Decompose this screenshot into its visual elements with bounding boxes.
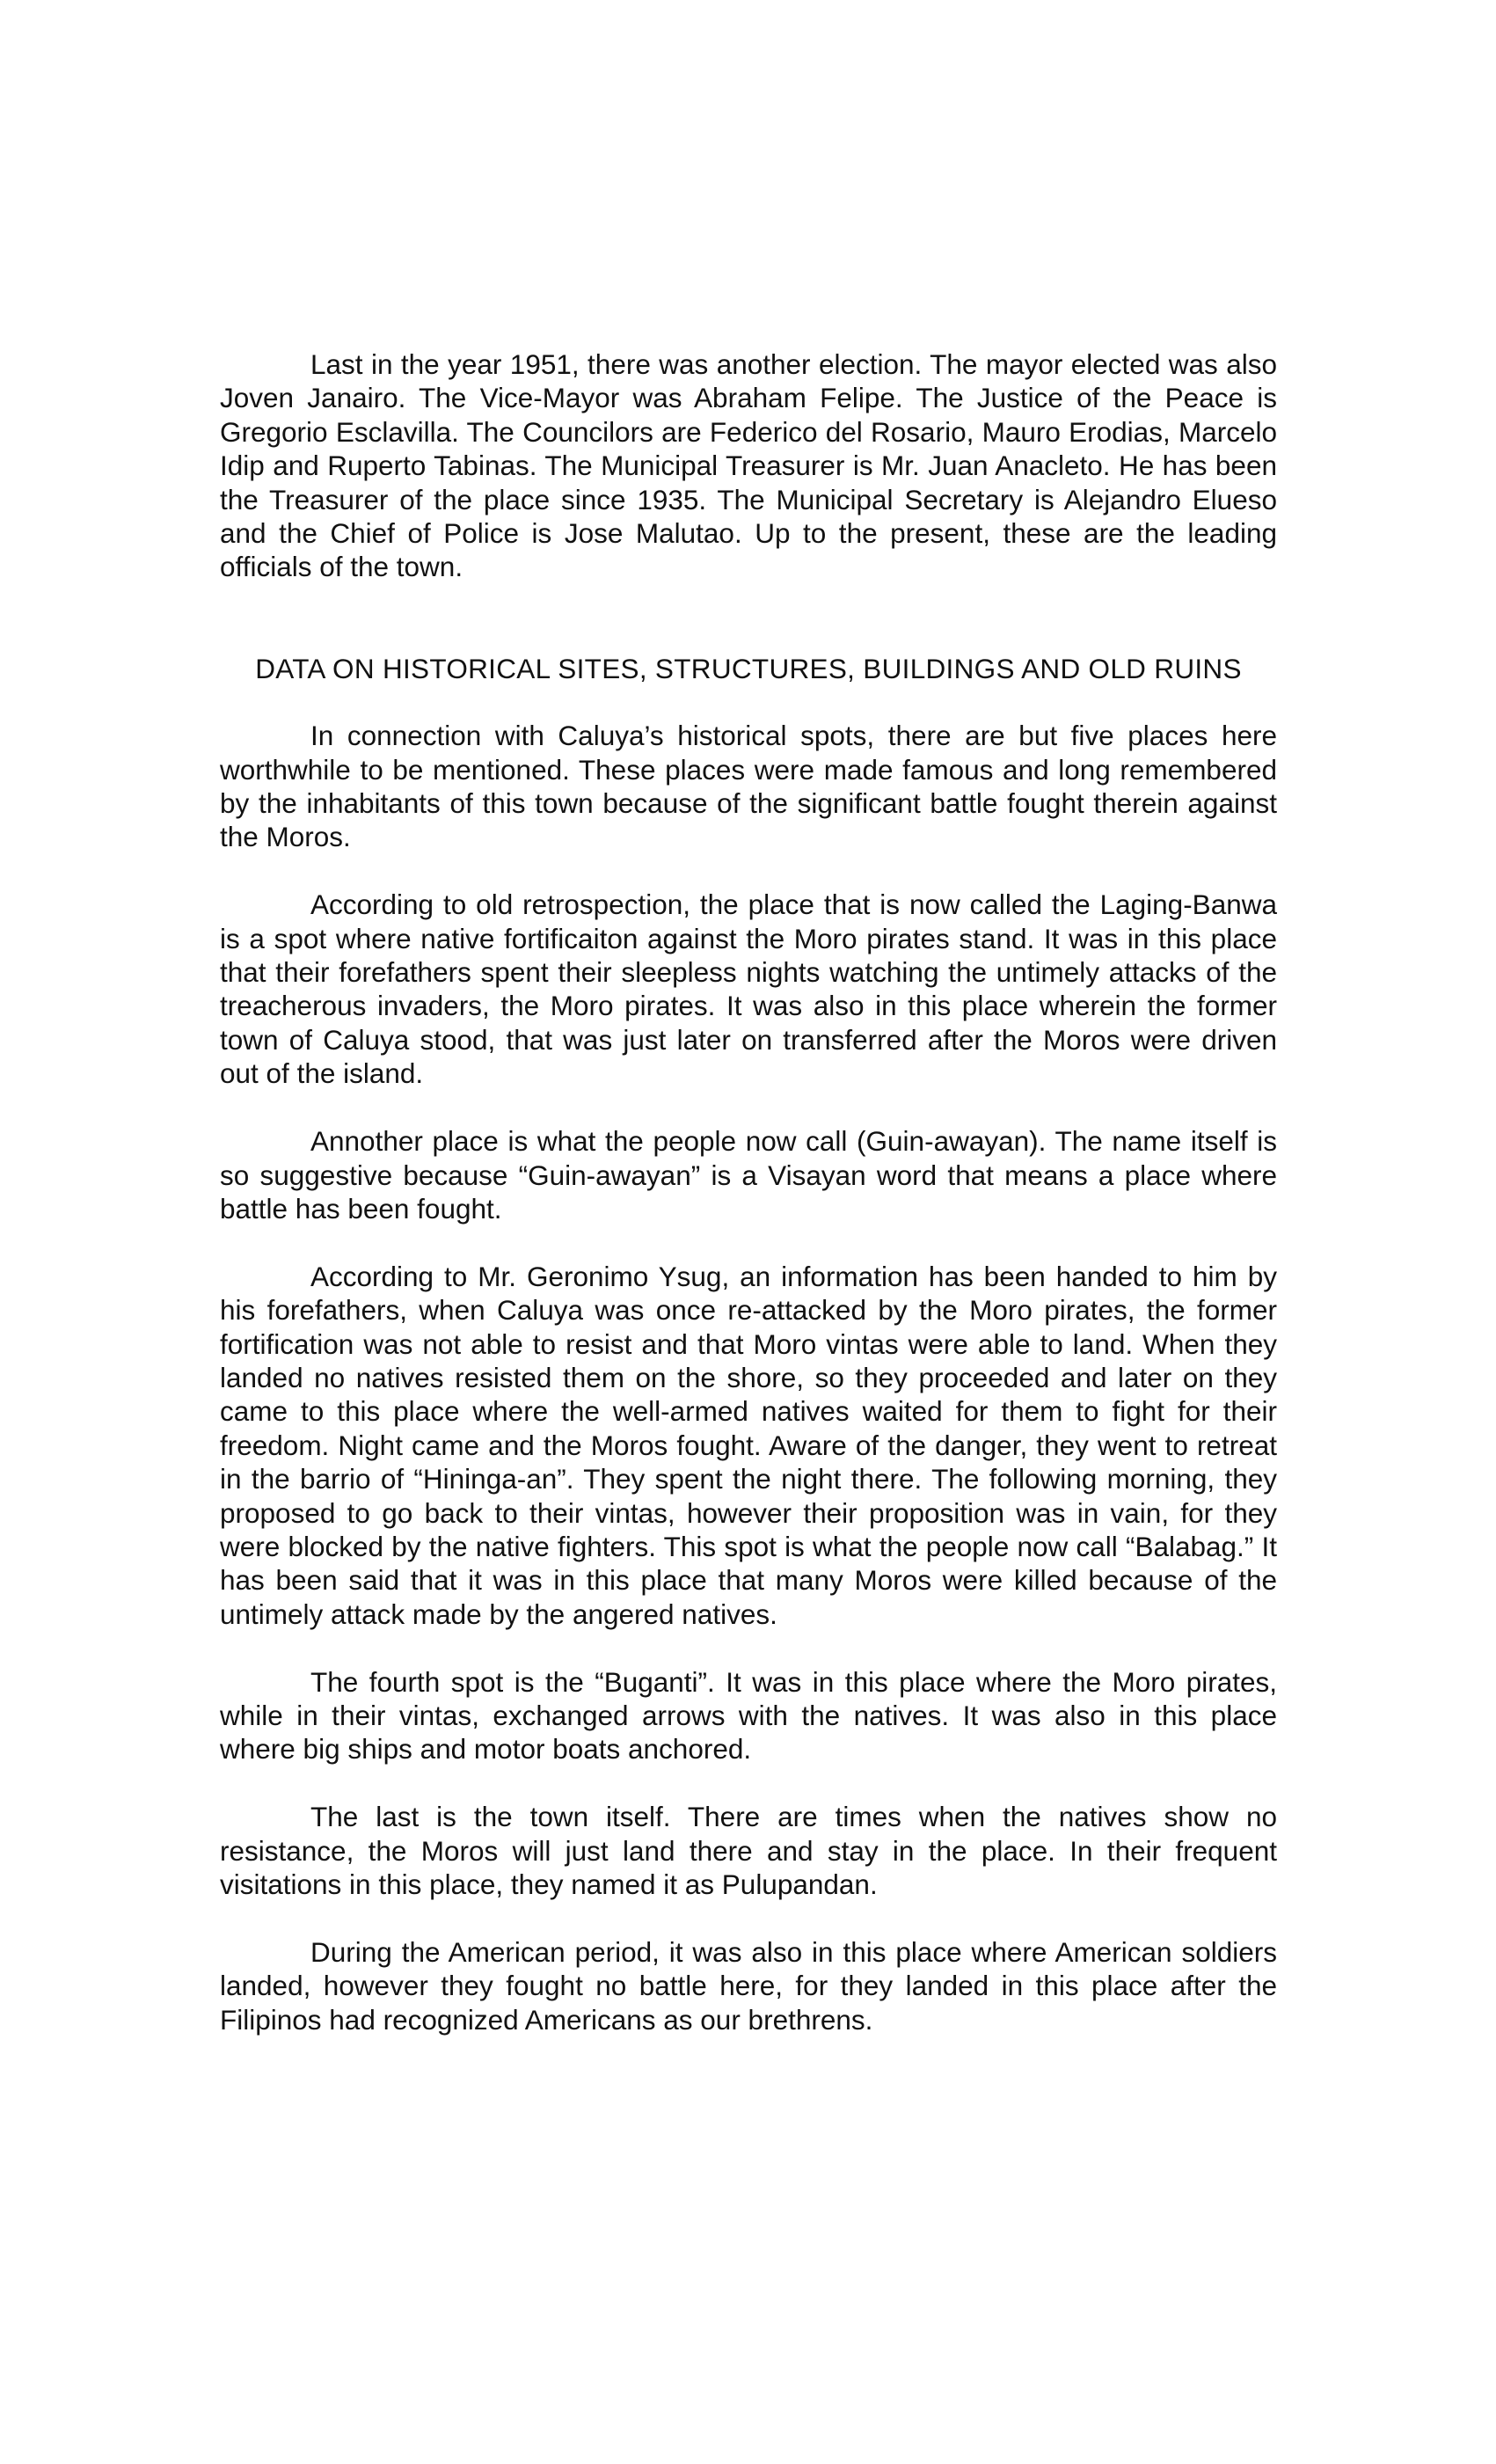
paragraph-guin-awayan: Annother place is what the people now call (Guin-awayan). The name itself is so suggestive because “Guin-awayan” is a Visayan word that means a place where battle has been fought. (220, 1125, 1277, 1225)
spacer (220, 685, 1277, 719)
paragraph-election-1951: Last in the year 1951, there was another election. The mayor elected was also Joven Janairo. The Vice-Mayor was Abraham Felipe. The Justice of the Peace is Gregorio Esclavilla. The Councilors are Federico del Rosario, Mauro Erodias, Marcelo Idip and Ruperto Tabinas. The Municipal Treasurer is Mr. Juan Anacleto. He has been the Treasurer of the place since 1935. The Municipal Secretary is Alejandro Elueso and the Chief of Police is Jose Malutao. Up to the present, these are the leading officials of the town. (220, 348, 1277, 583)
paragraph-buganti: The fourth spot is the “Buganti”. It was in this place where the Moro pirates, while in their vintas, exchanged arrows with the natives. It was also in this place where big ships and motor boats anchored. (220, 1665, 1277, 1766)
spacer (220, 1901, 1277, 1934)
spacer (220, 584, 1277, 652)
spacer (220, 1766, 1277, 1800)
paragraph-pulupandan: The last is the town itself. There are times when the natives show no resistance, the Moros will just land there and stay in the place. In their frequent visitations in this place, they named it as Pulupandan. (220, 1801, 1277, 1900)
section-heading: DATA ON HISTORICAL SITES, STRUCTURES, BUILDINGS AND OLD RUINS (255, 652, 1242, 684)
spacer (220, 1091, 1277, 1124)
spacer (220, 1631, 1277, 1664)
paragraph-balabag: According to Mr. Geronimo Ysug, an information has been handed to him by his forefathers, when Caluya was once re-attacked by the Moro pirates, the former fortification was not able to resist and that Moro vintas were able to land. When they landed no natives resisted them on the shore, so they proceeded and later on they came to this place where the well-armed natives waited for them to fight for their freedom. Night came and the Moros fought. Aware of the danger, they went to retreat in the barrio of “Hininga-an”. They spent the night there. The following morning, they proposed to go back to their vintas, however their proposition was in vain, for they were blocked by the native fighters. This spot is what the people now call “Balabag.” It has been said that it was in this place that many Moros were killed because of the untimely attack made by the angered natives. (220, 1260, 1277, 1630)
paragraph-american-period: During the American period, it was also in this place where American soldiers landed, however they fought no battle here, for they landed in this place after the Filipinos had recognized Americans as our brethrens. (220, 1935, 1277, 2036)
spacer (220, 854, 1277, 888)
document-body (220, 347, 1277, 2036)
paragraph-historical-spots: In connection with Caluya’s historical spots, there are but five places here worthwhile to be mentioned. These places were made famous and long remembered by the inhabitants of this town because of the significant battle fought therein against the Moros. (220, 720, 1277, 853)
paragraph-laging-banwa: According to old retrospection, the place that is now called the Laging-Banwa is a spot where native fortificaiton against the Moro pirates stand. It was in this place that their forefathers spent their sleepless nights watching the untimely attacks of the treacherous invaders, the Moro pirates. It was also in this place wherein the former town of Caluya stood, that was just later on transferred after the Moros were driven out of the island. (220, 888, 1277, 1090)
spacer (220, 1225, 1277, 1259)
